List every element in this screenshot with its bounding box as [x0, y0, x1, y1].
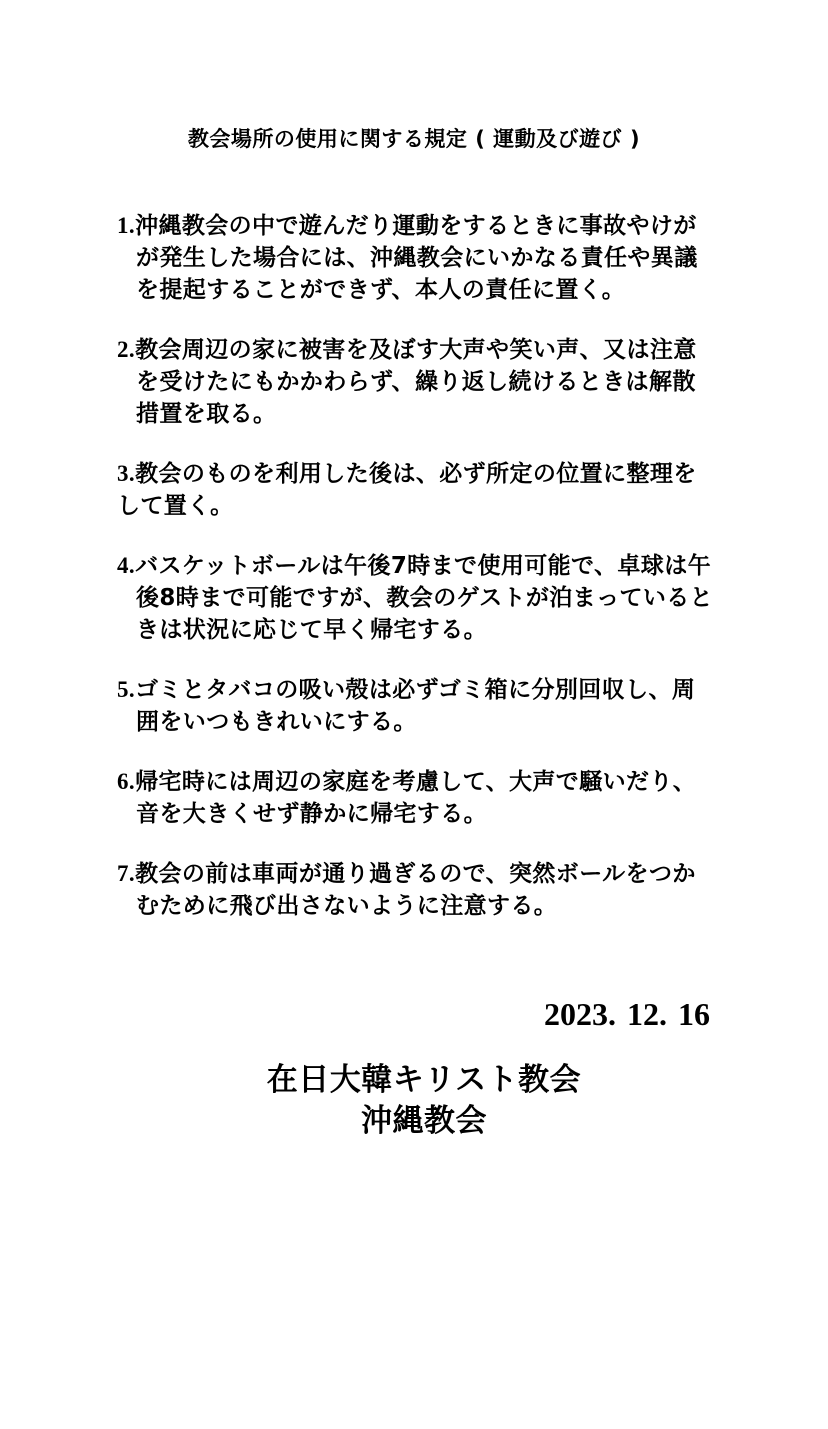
rule-item-2 — [117, 334, 717, 430]
rule-number: 4. — [117, 553, 136, 578]
rule-text: 教会の前は車両が通り過ぎるので、突然ボールをつかむために飛び出さないように注意する。 — [135, 861, 696, 919]
rule-item-5 — [117, 674, 717, 738]
rule-number: 2. — [117, 337, 136, 362]
rule-text: 教会周辺の家に被害を及ぼす大声や笑い声、又は注意を受けたにもかかわらず、繰り返し続けるときは解散措置を取る。 — [135, 337, 697, 427]
rule-text: 沖縄教会の中で遊んだり運動をするときに事故やけがが発生した場合には、沖縄教会にいかなる責任や異議を提起することができず、本人の責任に置く。 — [135, 213, 698, 303]
rule-text: ゴミとタバコの吸い殻は必ずゴミ箱に分別回収し、周囲をいつもきれいにする。 — [135, 677, 696, 735]
rule-number: 3. — [117, 461, 136, 486]
rule-number: 6. — [117, 769, 136, 794]
rule-item-6 — [117, 766, 717, 830]
document-title: 教会場所の使用に関する規定 ( 運動及び遊び ) — [187, 127, 641, 151]
rule-text: バスケットボールは午後7時まで使用可能で、卓球は午後8時まで可能ですが、教会のゲストが泊まっているときは状況に応じて早く帰宅する。 — [135, 553, 714, 643]
rule-number: 1. — [117, 213, 136, 238]
rule-number: 7. — [117, 861, 136, 886]
rules-list — [117, 210, 717, 950]
rule-text: 帰宅時には周辺の家庭を考慮して、大声で騒いだり、音を大きくせず静かに帰宅する。 — [135, 769, 697, 827]
rule-item-4 — [117, 550, 717, 646]
rule-item-3 — [117, 458, 717, 522]
rule-number: 5. — [117, 677, 136, 702]
rule-item-7 — [117, 858, 717, 922]
document-date: 2023. 12. 16 — [544, 996, 710, 1032]
organization-signature — [0, 1060, 828, 1142]
organization-name: 在日大韓キリスト教会 — [266, 1062, 582, 1098]
rule-item-1 — [117, 210, 717, 306]
branch-name: 沖縄教会 — [361, 1103, 487, 1139]
rule-text: 教会のものを利用した後は、必ず所定の位置に整理をして置く。 — [117, 461, 697, 519]
